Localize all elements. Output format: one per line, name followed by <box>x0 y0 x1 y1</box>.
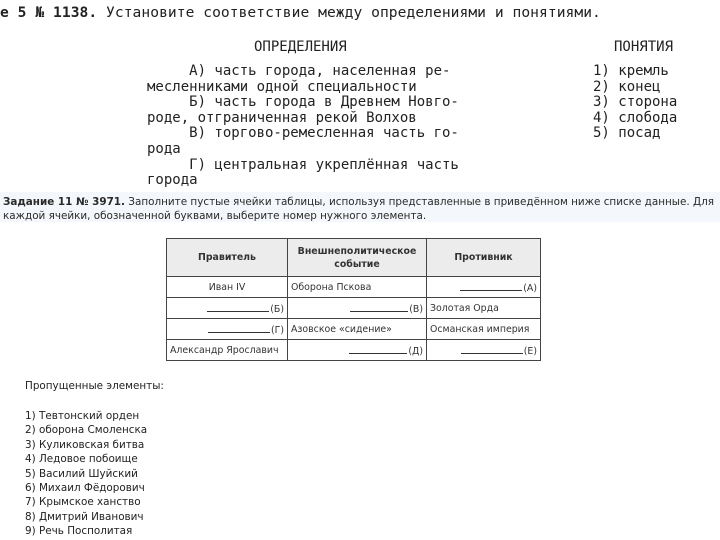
blank-label: (Б) <box>270 303 284 315</box>
table-cell-blank[interactable] <box>167 319 288 340</box>
missing-item: 6) Михаил Фёдорович <box>25 482 145 495</box>
table-cell-blank[interactable] <box>288 340 427 361</box>
answer-line <box>208 323 270 333</box>
blank-label: (В) <box>409 303 423 315</box>
missing-item: 4) Ледовое побоище <box>25 453 138 466</box>
definition-line: Г) центральная укреплённая часть <box>147 156 459 173</box>
column-header-event: Внешнеполитическое событие <box>288 239 427 277</box>
table-cell: Иван IV <box>167 277 288 298</box>
task-11-instruction: Заполните пустые ячейки таблицы, используя представленные в приведённом ниже списке данные. Для каждой ячейки, обозначенной буквами, выберите номер нужного элемента. <box>3 196 714 222</box>
table-cell-blank[interactable] <box>167 298 288 319</box>
concepts-list <box>593 64 677 142</box>
table-row <box>167 340 541 361</box>
missing-item: 1) Тевтонский орден <box>25 410 140 422</box>
concept-item: 3) сторона <box>593 94 678 111</box>
blank-label: (Д) <box>408 345 423 357</box>
missing-item: 5) Василий Шуйский <box>25 467 138 480</box>
answer-line <box>207 302 269 312</box>
definition-line: роде, отграниченная рекой Волхов <box>147 109 417 126</box>
missing-item: 7) Крымское ханство <box>25 496 141 509</box>
definition-line: А) часть города, населенная ре- <box>147 63 451 79</box>
table-cell: Александр Ярославич <box>167 340 288 361</box>
task-1138-instruction: Установите соответствие между определениями и понятиями. <box>106 4 601 21</box>
missing-elements-list <box>25 409 147 539</box>
answer-table <box>166 238 541 361</box>
task-11-number: Задание 11 № 3971. <box>3 196 125 208</box>
task-1138-number: е 5 № 1138. <box>0 4 98 21</box>
table-header-row <box>167 239 541 277</box>
column-header-ruler: Правитель <box>167 239 288 277</box>
missing-item: 3) Куликовская битва <box>25 438 145 451</box>
answer-line <box>461 344 523 354</box>
missing-item: 9) Речь Посполитая <box>25 525 133 538</box>
table-cell: Азовское «сидение» <box>288 319 427 340</box>
definition-line: месленниками одной специальности <box>147 78 417 95</box>
table-cell-blank[interactable] <box>427 277 541 298</box>
missing-elements-header: Пропущенные элементы: <box>25 380 164 392</box>
table-row <box>167 277 541 298</box>
answer-line <box>460 281 522 291</box>
column-header-opponent: Противник <box>427 239 541 277</box>
definition-line: В) торгово-ремесленная часть го- <box>147 125 459 142</box>
task-11-intro <box>3 195 715 223</box>
table-cell-blank[interactable] <box>427 340 541 361</box>
blank-label: (Е) <box>523 345 537 357</box>
missing-item: 2) оборона Смоленска <box>25 424 148 437</box>
concept-item: 4) слобода <box>593 109 678 126</box>
table-row <box>167 319 541 340</box>
concept-item: 2) конец <box>593 78 661 95</box>
missing-item: 8) Дмитрий Иванович <box>25 510 144 523</box>
blank-label: (А) <box>523 282 537 294</box>
table-cell-blank[interactable] <box>288 298 427 319</box>
concept-item: 5) посад <box>593 125 661 142</box>
definition-line: города <box>147 172 198 189</box>
task-1138-title <box>0 4 601 21</box>
answer-line <box>350 302 408 312</box>
blank-label: (Г) <box>270 324 284 336</box>
definition-line: рода <box>147 140 181 157</box>
table-cell: Золотая Орда <box>427 298 541 319</box>
table-cell: Оборона Пскова <box>288 277 427 298</box>
definitions-header: ОПРЕДЕЛЕНИЯ <box>254 39 347 55</box>
answer-line <box>349 344 407 354</box>
table-row <box>167 298 541 319</box>
concept-item: 1) кремль <box>593 63 669 79</box>
definitions-list <box>147 64 487 189</box>
definition-line: Б) часть города в Древнем Новго- <box>147 94 459 111</box>
table-cell: Османская империя <box>427 319 541 340</box>
concepts-header: ПОНЯТИЯ <box>614 39 674 55</box>
